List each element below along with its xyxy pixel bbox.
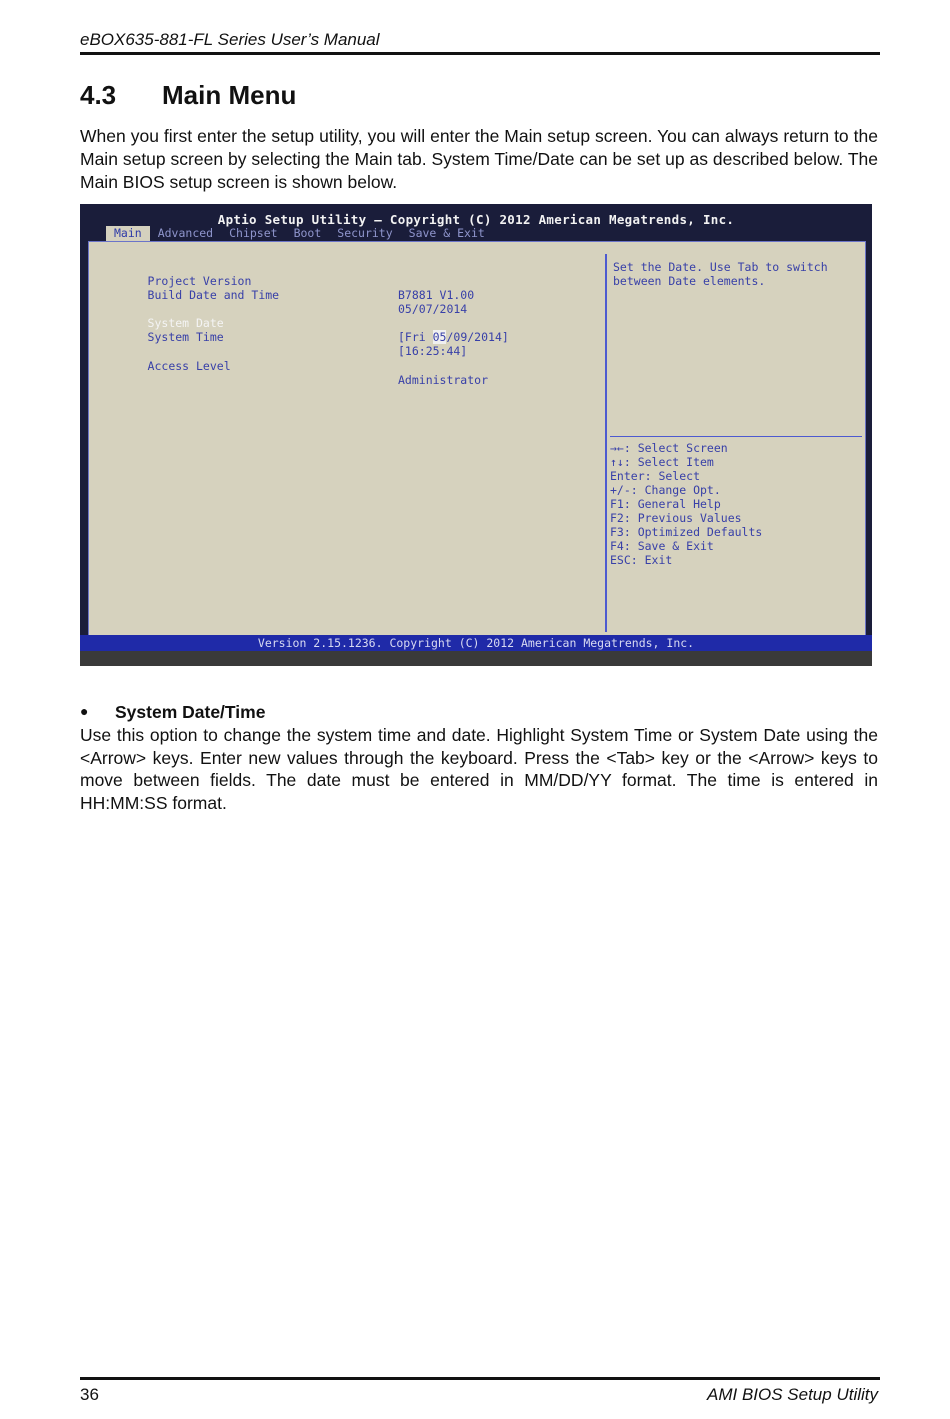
- chapter-name: AMI BIOS Setup Utility: [707, 1385, 878, 1404]
- bios-tab-boot: Boot: [293, 226, 322, 240]
- bios-key-legend: [610, 441, 762, 567]
- intro-paragraph: When you first enter the setup utility, you will enter the Main setup screen. You can always return to the Main setup screen by selecting the Main tab. System Time/Date can be set up as described below. The Main BIOS setup screen is shown below.: [80, 126, 878, 192]
- bios-row-value: B7881 V1.00: [398, 288, 475, 302]
- footer-rule: [80, 1377, 880, 1380]
- bios-body: [88, 241, 866, 636]
- bios-title: Aptio Setup Utility – Copyright (C) 2012 American Megatrends, Inc.: [217, 212, 735, 227]
- bios-row-label: Build Date and Time: [147, 288, 280, 302]
- bios-photo-bezel: [80, 651, 872, 666]
- bios-row-label: System Time: [147, 330, 224, 344]
- header-rule: [80, 52, 880, 55]
- bios-row-value: 05/07/2014: [398, 302, 468, 316]
- bios-key-item: +/-: Change Opt.: [610, 483, 721, 497]
- bios-key-item: F3: Optimized Defaults: [610, 525, 763, 539]
- page-number: 36: [80, 1385, 99, 1404]
- bios-key-item: F2: Previous Values: [610, 511, 742, 525]
- bios-tab-security: Security: [337, 226, 393, 240]
- bios-divider: [605, 254, 607, 632]
- bios-help-rule: [610, 436, 862, 437]
- bios-row-value: [Fri 05/09/2014]: [398, 330, 509, 344]
- bios-tab-chipset: Chipset: [229, 226, 278, 240]
- bullet-heading-text: System Date/Time: [115, 702, 266, 722]
- bios-date-cursor: 05: [432, 330, 447, 344]
- bios-row-value: [16:25:44]: [398, 344, 468, 358]
- bios-key-item: F4: Save & Exit: [610, 539, 714, 553]
- section-heading: [80, 80, 296, 111]
- bios-row-label: Project Version: [147, 274, 252, 288]
- bios-key-item: →←: Select Screen: [610, 441, 728, 455]
- bios-key-item: ESC: Exit: [610, 553, 673, 567]
- bios-key-item: ↑↓: Select Item: [610, 455, 714, 469]
- bios-key-item: F1: General Help: [610, 497, 721, 511]
- bios-row-value: Administrator: [398, 373, 489, 387]
- bios-tab-main: Main: [106, 226, 150, 241]
- bullet-paragraph: Use this option to change the system time and date. Highlight System Time or System Date using the <Arrow> keys. Enter new values through the keyboard. Press the <Tab> key or the <Arrow> keys to move between fields. The date must be entered in MM/DD/YY format. The time is entered in HH:MM:SS format.: [80, 725, 878, 813]
- bios-row-label: Access Level: [147, 359, 231, 373]
- bios-screenshot: [80, 204, 872, 666]
- bios-key-item: Enter: Select: [610, 469, 701, 483]
- bios-help-text: Set the Date. Use Tab to switch between Date elements.: [613, 260, 835, 288]
- bios-tab-bar: [106, 226, 493, 241]
- bullet-icon: ●: [80, 703, 89, 719]
- bullet-heading: [80, 702, 265, 723]
- bios-tab-advanced: Advanced: [157, 226, 214, 240]
- manual-title: eBOX635-881-FL Series User’s Manual: [80, 30, 380, 49]
- bios-row-label: System Date: [147, 316, 224, 330]
- section-number: 4.3: [80, 80, 117, 110]
- section-title: Main Menu: [162, 80, 297, 110]
- bios-tab-save-exit: Save & Exit: [408, 226, 485, 240]
- bios-footer: Version 2.15.1236. Copyright (C) 2012 American Megatrends, Inc.: [80, 635, 872, 651]
